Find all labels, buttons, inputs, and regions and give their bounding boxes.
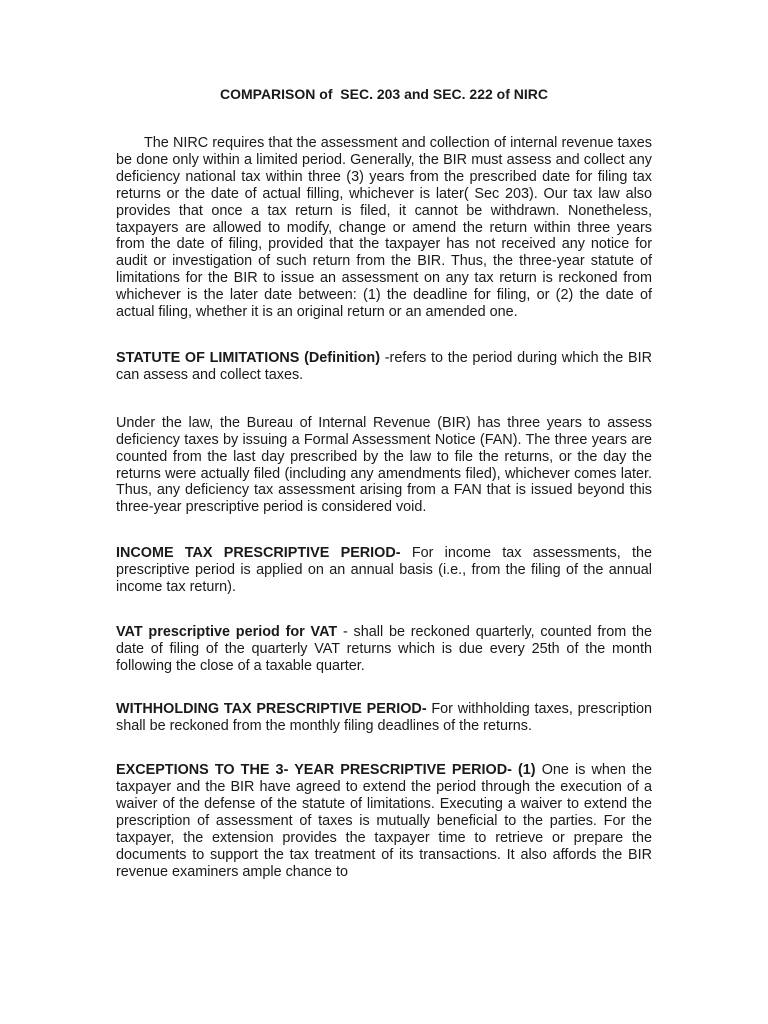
withholding-paragraph — [116, 701, 652, 735]
under-law-paragraph: Under the law, the Bureau of Internal Revenue (BIR) has three years to assess deficiency taxes by issuing a Formal Assessment Notice (FAN). The three years are counted from the last day prescribed by the law to file the returns, or the day the returns were actually filed (including any amendments filed), whichever comes later. Thus, any deficiency tax assessment arising from a FAN that is issued beyond this three-year prescriptive period is considered void. — [116, 414, 652, 516]
income-tax-text: For income tax assessments, the prescriptive period is applied on an annual basis (i.e., from the filing of the annual income tax return). — [116, 545, 652, 596]
withholding-text: For withholding taxes, prescription shall be reckoned from the monthly filing deadlines of the returns. — [116, 700, 652, 734]
document-page — [116, 86, 652, 881]
withholding-heading: WITHHOLDING TAX PRESCRIPTIVE PERIOD- — [116, 700, 427, 717]
income-tax-heading: INCOME TAX PRESCRIPTIVE PERIOD- — [116, 545, 401, 562]
exceptions-heading: EXCEPTIONS TO THE 3- YEAR PRESCRIPTIVE PERIOD- (1) — [116, 762, 536, 779]
income-tax-paragraph — [116, 545, 652, 596]
exceptions-paragraph — [116, 762, 652, 880]
vat-paragraph — [116, 624, 652, 675]
vat-heading: VAT prescriptive period for VAT — [116, 623, 338, 640]
document-title: COMPARISON of SEC. 203 and SEC. 222 of NIRC — [219, 86, 549, 102]
statute-text: -refers to the period during which the BIR can assess and collect taxes. — [116, 349, 652, 383]
statute-heading: STATUTE OF LIMITATIONS (Definition) — [116, 349, 381, 366]
vat-text: - shall be reckoned quarterly, counted from the date of filing of the quarterly VAT returns which is due every 25th of the month following the close of a taxable quarter. — [116, 623, 652, 674]
exceptions-text: One is when the taxpayer and the BIR have agreed to extend the period through the execution of a waiver of the defense of the statute of limitations. Executing a waiver to extend the prescription of assessment of taxes is mutually beneficial to the parties. For the taxpayer, the extension provides the taxpayer time to retrieve or prepare the documents to support the tax treatment of its transactions. It also affords the BIR revenue examiners ample chance to — [116, 762, 652, 880]
statute-paragraph — [116, 350, 652, 384]
intro-paragraph: The NIRC requires that the assessment and collection of internal revenue taxes be done only within a limited period. Generally, the BIR must assess and collect any deficiency national tax within three (3) years from the prescribed date for filing tax returns or the date of actual filling, whichever is later( Sec 203). Our tax law also provides that once a tax return is filed, it cannot be withdrawn. Nonetheless, taxpayers are allowed to modify, change or amend the return within three years from the date of filing, provided that the taxpayer has not received any notice for audit or investigation of such return from the BIR. Thus, the three-year statute of limitations for the BIR to issue an assessment on any tax return is reckoned from whichever is the later date between: (1) the deadline for filing, or (2) the date of actual filing, whether it is an original return or an amended one. — [116, 135, 652, 321]
